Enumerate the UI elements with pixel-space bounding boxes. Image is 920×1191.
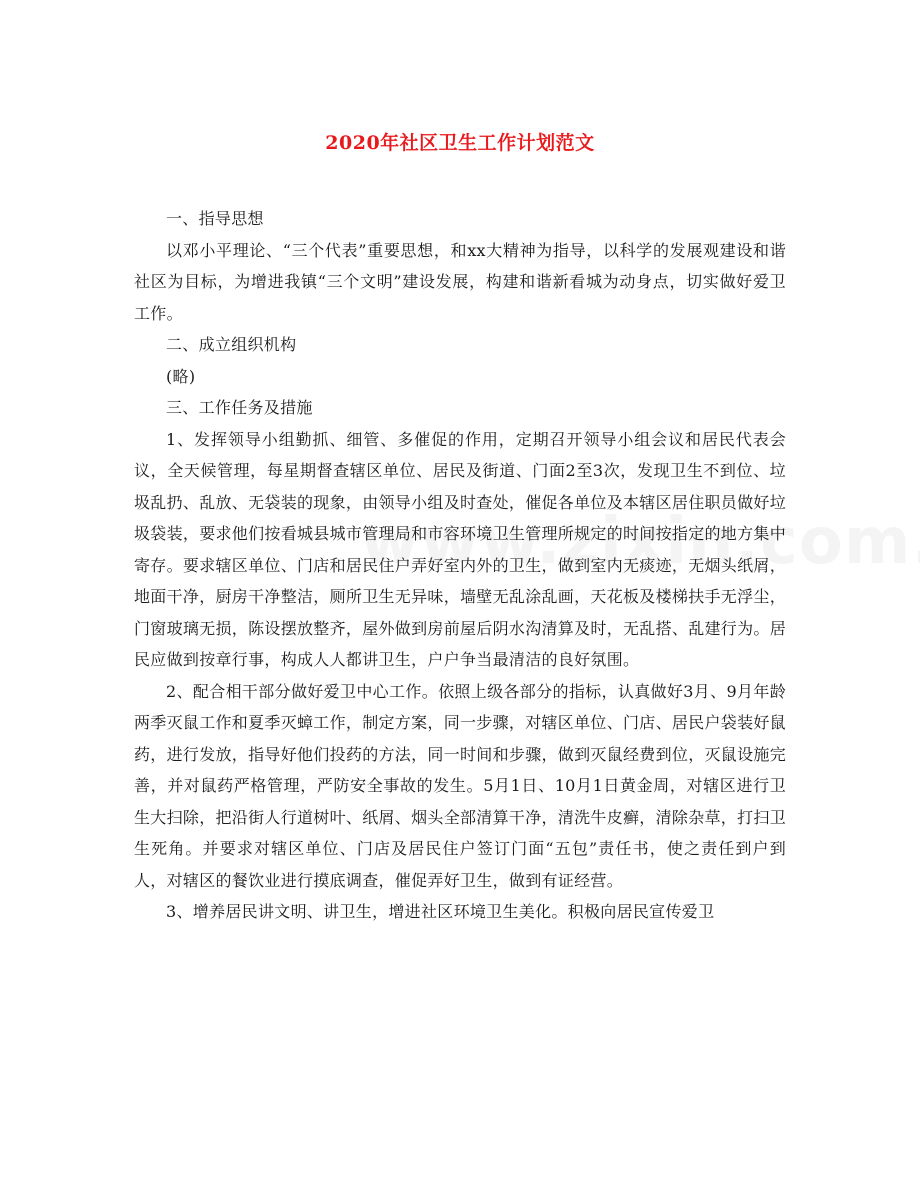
- section-heading: 一、指导思想: [166, 209, 264, 228]
- paragraph: 2、配合相干部分做好爱卫中心工作。依照上级各部分的指标，认真做好3月、9月年龄两季灭鼠工作和夏季灭蟑工作，制定方案，同一步骤，对辖区单位、门店、居民户袋装好鼠药，进行发放，指导好他们投药的方法，同一时间和步骤，做到灭鼠经费到位，灭鼠设施完善，并对鼠药严格管理，严防安全事故的发生。5月1日、10月1日黄金周，对辖区进行卫生大扫除，把沿街人行道树叶、纸屑、烟头全部清算干净，清洗牛皮癣，清除杂草，打扫卫生死角。并要求对辖区单位、门店及居民住户签订门面“五包”责任书，使之责任到户到人，对辖区的餐饮业进行摸底调查，催促弄好卫生，做到有证经营。: [134, 681, 787, 890]
- paragraph: (略): [166, 366, 196, 386]
- paragraph: 3、增养居民讲文明、讲卫生，增进社区环境卫生美化。积极向居民宣传爱卫: [166, 902, 715, 921]
- section-heading: 三、工作任务及措施: [166, 398, 313, 417]
- section-heading: 二、成立组织机构: [166, 335, 297, 354]
- paragraph: 1、发挥领导小组勤抓、细管、多催促的作用，定期召开领导小组会议和居民代表会议，全天候管理，每星期督查辖区单位、居民及街道、门面2至3次，发现卫生不到位、垃圾乱扔、乱放、无袋装的现象，由领导小组及时查处，催促各单位及本辖区居住职员做好垃圾袋装，要求他们按看城县城市管理局和市容环境卫生管理所规定的时间按指定的地方集中寄存。要求辖区单位、门店和居民住户弄好室内外的卫生，做到室内无痰迹，无烟头纸屑，地面干净，厨房干净整洁，厕所卫生无异味，墙壁无乱涂乱画，天花板及楼梯扶手无浮尘，门窗玻璃无损，陈设摆放整齐，屋外做到房前屋后阴水沟清算及时，无乱搭、乱建行为。居民应做到按章行事，构成人人都讲卫生，户户争当最清洁的良好氛围。: [134, 429, 787, 669]
- paragraph: 以邓小平理论、“三个代表”重要思想，和xx大精神为指导，以科学的发展观建设和谐社区为目标，为增进我镇“三个文明”建设发展，构建和谐新看城为动身点，切实做好爱卫工作。: [134, 240, 786, 323]
- document-title: 2020年社区卫生工作计划范文: [325, 132, 595, 154]
- document-body: [134, 203, 786, 928]
